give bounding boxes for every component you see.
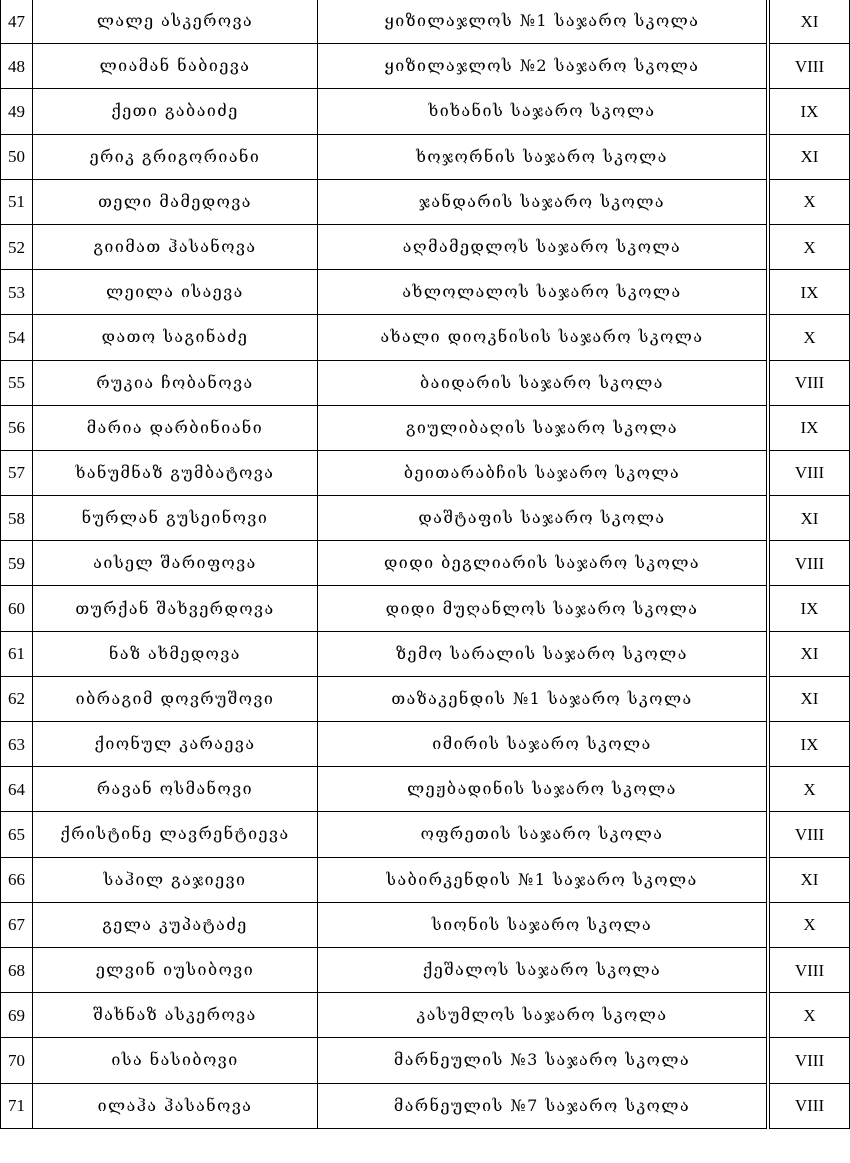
school-name: სიონის საჯარო სკოლა — [318, 902, 767, 947]
grade: X — [770, 315, 850, 360]
table-row — [1, 993, 850, 1038]
school-name: ახლოლალოს საჯარო სკოლა — [318, 270, 767, 315]
table-row — [1, 1038, 850, 1083]
student-name: დათო საგინაძე — [33, 315, 318, 360]
table-row — [1, 586, 850, 631]
grade: XI — [770, 134, 850, 179]
row-number: 51 — [1, 179, 33, 224]
grade: VIII — [770, 947, 850, 992]
table-row — [1, 541, 850, 586]
grade: IX — [770, 586, 850, 631]
school-name: თაზაკენდის №1 საჯარო სკოლა — [318, 676, 767, 721]
table-row — [1, 1083, 850, 1128]
student-name: ნურლან გუსეინოვი — [33, 496, 318, 541]
row-number: 54 — [1, 315, 33, 360]
table-row — [1, 89, 850, 134]
table-row — [1, 902, 850, 947]
school-name: ახალი დიოკნისის საჯარო სკოლა — [318, 315, 767, 360]
row-number: 68 — [1, 947, 33, 992]
grade: VIII — [770, 1083, 850, 1128]
row-number: 70 — [1, 1038, 33, 1083]
school-name: ლეჟბადინის საჯარო სკოლა — [318, 767, 767, 812]
school-name: ზემო სარალის საჯარო სკოლა — [318, 631, 767, 676]
row-number: 58 — [1, 496, 33, 541]
row-number: 52 — [1, 224, 33, 269]
grade: X — [770, 224, 850, 269]
row-number: 53 — [1, 270, 33, 315]
student-name: ელვინ იუსიბოვი — [33, 947, 318, 992]
row-number: 65 — [1, 812, 33, 857]
student-name: გიიმათ ჰასანოვა — [33, 224, 318, 269]
school-name: ხიხანის საჯარო სკოლა — [318, 89, 767, 134]
table-row — [1, 224, 850, 269]
grade: XI — [770, 0, 850, 44]
student-name: ნაზ ახმედოვა — [33, 631, 318, 676]
grade: VIII — [770, 1038, 850, 1083]
table-row — [1, 812, 850, 857]
school-name: ყიზილაჯლოს №1 საჯარო სკოლა — [318, 0, 767, 44]
row-number: 63 — [1, 722, 33, 767]
table-row — [1, 676, 850, 721]
grade: VIII — [770, 44, 850, 89]
row-number: 62 — [1, 676, 33, 721]
school-name: ყიზილაჯლოს №2 საჯარო სკოლა — [318, 44, 767, 89]
school-name: მარნეულის №3 საჯარო სკოლა — [318, 1038, 767, 1083]
school-name: დაშტაფის საჯარო სკოლა — [318, 496, 767, 541]
school-name: დიდი ბეგლიარის საჯარო სკოლა — [318, 541, 767, 586]
row-number: 64 — [1, 767, 33, 812]
student-name: ქრისტინე ლავრენტიევა — [33, 812, 318, 857]
table-row — [1, 450, 850, 495]
school-name: ოფრეთის საჯარო სკოლა — [318, 812, 767, 857]
table-row — [1, 496, 850, 541]
table-row — [1, 179, 850, 224]
school-name: იმირის საჯარო სკოლა — [318, 722, 767, 767]
grade: XI — [770, 857, 850, 902]
table-row — [1, 134, 850, 179]
grade: XI — [770, 676, 850, 721]
student-name: საჰილ გაჯიევი — [33, 857, 318, 902]
grade: VIII — [770, 541, 850, 586]
school-name: საბირკენდის №1 საჯარო სკოლა — [318, 857, 767, 902]
roster-body — [1, 0, 850, 1128]
table-row — [1, 857, 850, 902]
table-row — [1, 270, 850, 315]
row-number: 59 — [1, 541, 33, 586]
row-number: 50 — [1, 134, 33, 179]
school-name: ჯანდარის საჯარო სკოლა — [318, 179, 767, 224]
school-name: კასუმლოს საჯარო სკოლა — [318, 993, 767, 1038]
grade: IX — [770, 89, 850, 134]
grade: VIII — [770, 812, 850, 857]
row-number: 66 — [1, 857, 33, 902]
grade: XI — [770, 496, 850, 541]
row-number: 57 — [1, 450, 33, 495]
grade: X — [770, 902, 850, 947]
student-name: ხანუმნაზ გუმბატოვა — [33, 450, 318, 495]
student-name: რუკია ჩობანოვა — [33, 360, 318, 405]
student-name: გელა კუპატაძე — [33, 902, 318, 947]
row-number: 71 — [1, 1083, 33, 1128]
student-name: იბრაგიმ დოვრუშოვი — [33, 676, 318, 721]
grade: IX — [770, 270, 850, 315]
row-number: 48 — [1, 44, 33, 89]
student-name: რავან ოსმანოვი — [33, 767, 318, 812]
row-number: 69 — [1, 993, 33, 1038]
student-name: ქიონულ კარაევა — [33, 722, 318, 767]
row-number: 49 — [1, 89, 33, 134]
row-number: 67 — [1, 902, 33, 947]
table-row — [1, 44, 850, 89]
grade: VIII — [770, 450, 850, 495]
student-name: აისელ შარიფოვა — [33, 541, 318, 586]
student-name: ქეთი გაბაიძე — [33, 89, 318, 134]
student-name: ერიკ გრიგორიანი — [33, 134, 318, 179]
grade: IX — [770, 405, 850, 450]
student-name: თურქან შახვერდოვა — [33, 586, 318, 631]
school-name: ბაიდარის საჯარო სკოლა — [318, 360, 767, 405]
school-name: მარნეულის №7 საჯარო სკოლა — [318, 1083, 767, 1128]
grade: VIII — [770, 360, 850, 405]
table-row — [1, 315, 850, 360]
school-name: აღმამედლოს საჯარო სკოლა — [318, 224, 767, 269]
table-row — [1, 767, 850, 812]
student-name: თელი მამედოვა — [33, 179, 318, 224]
school-name: ხოჯორნის საჯარო სკოლა — [318, 134, 767, 179]
student-name: ილაჰა ჰასანოვა — [33, 1083, 318, 1128]
student-name: ლიამან ნაბიევა — [33, 44, 318, 89]
grade: X — [770, 767, 850, 812]
table-row — [1, 947, 850, 992]
table-row — [1, 0, 850, 44]
row-number: 56 — [1, 405, 33, 450]
table-row — [1, 405, 850, 450]
student-name: ლეილა ისაევა — [33, 270, 318, 315]
grade: IX — [770, 722, 850, 767]
row-number: 47 — [1, 0, 33, 44]
grade: X — [770, 179, 850, 224]
school-name: გიულიბაღის საჯარო სკოლა — [318, 405, 767, 450]
table-row — [1, 722, 850, 767]
student-name: მარია დარბინიანი — [33, 405, 318, 450]
grade: XI — [770, 631, 850, 676]
student-name: ლალე ასკეროვა — [33, 0, 318, 44]
row-number: 55 — [1, 360, 33, 405]
student-name: ისა ნასიბოვი — [33, 1038, 318, 1083]
school-name: ქეშალოს საჯარო სკოლა — [318, 947, 767, 992]
school-name: დიდი მუღანლოს საჯარო სკოლა — [318, 586, 767, 631]
row-number: 61 — [1, 631, 33, 676]
student-name: შახნაზ ასკეროვა — [33, 993, 318, 1038]
table-row — [1, 360, 850, 405]
row-number: 60 — [1, 586, 33, 631]
school-name: ბეითარაბჩის საჯარო სკოლა — [318, 450, 767, 495]
table-row — [1, 631, 850, 676]
grade: X — [770, 993, 850, 1038]
